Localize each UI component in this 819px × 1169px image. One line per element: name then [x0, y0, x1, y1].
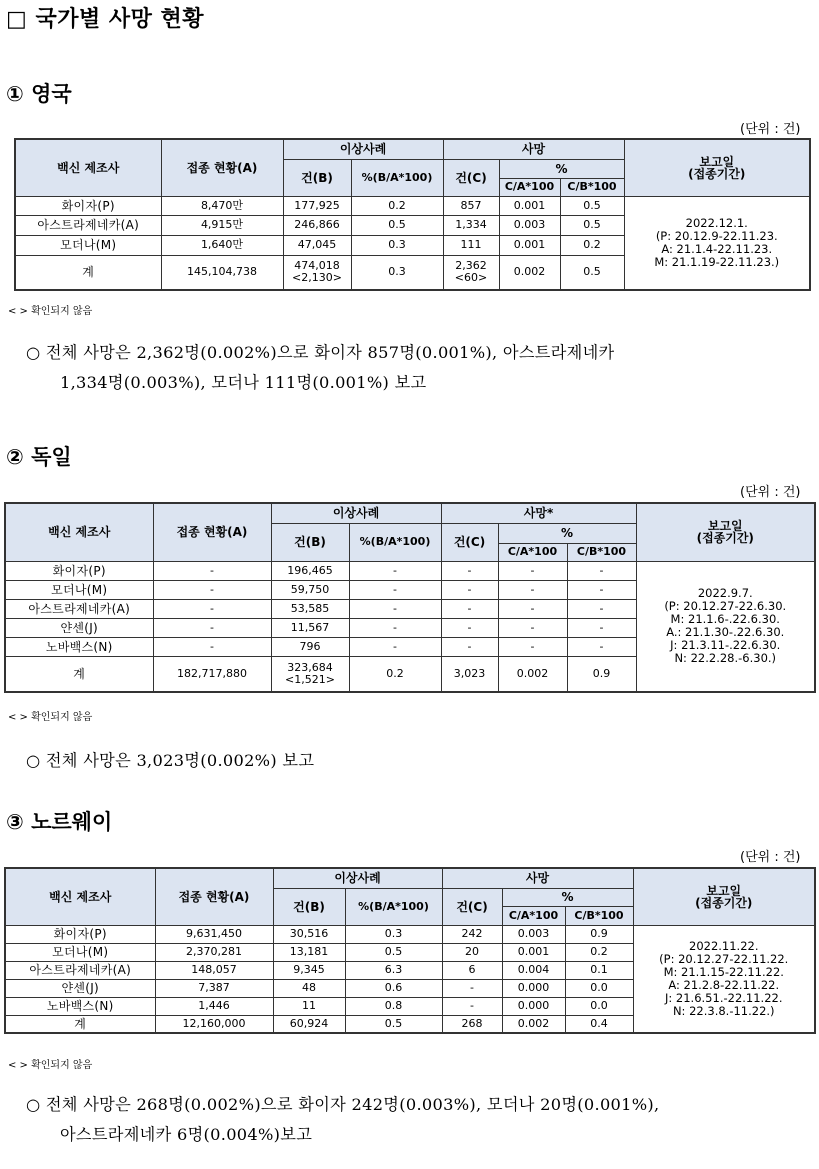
cell-name: 노바백스(N)	[5, 637, 153, 656]
cell-c-a: 0.001	[502, 943, 565, 961]
summary-line: 아스트라제네카 6명(0.004%)보고	[60, 1125, 313, 1144]
cell-name: 모더나(M)	[5, 580, 153, 599]
cell-b-pct: -	[349, 599, 441, 618]
cell-c: 242	[442, 925, 502, 943]
cell-c: 111	[443, 235, 499, 255]
summary-uk	[26, 338, 615, 398]
cell-c-a: -	[498, 618, 567, 637]
cell-c: 6	[442, 961, 502, 979]
summary-germany	[26, 746, 314, 776]
cell-a: 2,370,281	[155, 943, 273, 961]
cell-b-pct: -	[349, 580, 441, 599]
report-line: N: 22.2.28.-6.30.)	[674, 651, 777, 666]
unit-label: (단위 : 건)	[740, 485, 801, 500]
header-adverse: 이상사례	[273, 868, 442, 888]
header-report-line2: (접종기간)	[696, 531, 754, 546]
cell-c-a: 0.002	[498, 656, 567, 692]
cell-c: -	[441, 637, 498, 656]
section-title-uk: ① 영국	[6, 82, 72, 106]
cell-b-pct: 0.5	[351, 215, 443, 235]
cell-b: 47,045	[283, 235, 351, 255]
header-count-c: 건(C)	[442, 888, 502, 925]
cell-c-a: 0.003	[502, 925, 565, 943]
header-pct: %	[502, 888, 633, 906]
cell-b-pct: 0.2	[351, 196, 443, 215]
cell-c-value: 2,362	[455, 259, 487, 273]
header-report	[624, 139, 810, 196]
report-line: A: 21.2.8-22.11.22.	[668, 977, 780, 992]
cell-c-a: 0.001	[499, 196, 560, 215]
cell-name: 얀센(J)	[5, 618, 153, 637]
cell-b-pct: 0.3	[351, 235, 443, 255]
cell-a: 4,915만	[161, 215, 283, 235]
header-report	[636, 503, 815, 561]
cell-c-a: -	[498, 599, 567, 618]
header-manufacturer: 백신 제조사	[15, 139, 161, 196]
header-pct: %	[498, 523, 636, 543]
germany-table	[4, 502, 816, 693]
header-report-line1: 보고일	[706, 883, 742, 898]
header-adverse: 이상사례	[271, 503, 441, 523]
header-vaccination: 접종 현황(A)	[153, 503, 271, 561]
header-report-line2: (접종기간)	[695, 895, 753, 910]
cell-c-b: -	[567, 618, 636, 637]
cell-b-pct: -	[349, 618, 441, 637]
report-line: J: 21.3.11-.22.6.30.	[670, 638, 781, 653]
cell-name: 모더나(M)	[15, 235, 161, 255]
report-line: M: 21.1.19-22.11.23.)	[654, 254, 780, 269]
cell-c: -	[441, 618, 498, 637]
cell-report	[636, 561, 815, 692]
cell-a: 182,717,880	[153, 656, 271, 692]
cell-b: 177,925	[283, 196, 351, 215]
cell-c-a: -	[498, 561, 567, 580]
cell-report	[624, 196, 810, 290]
header-death: 사망*	[441, 503, 636, 523]
header-pct-b: %(B/A*100)	[345, 888, 442, 925]
cell-c-b: -	[567, 561, 636, 580]
cell-b-pct: 0.6	[345, 979, 442, 997]
cell-name: 아스트라제네카(A)	[5, 599, 153, 618]
report-line: A.: 21.1.30-.22.6.30.	[666, 625, 785, 640]
report-line: M: 21.1.15-22.11.22.	[663, 964, 784, 979]
cell-b: 246,866	[283, 215, 351, 235]
header-c-b: C/B*100	[565, 906, 633, 925]
cell-b-pct: 0.8	[345, 997, 442, 1015]
header-count-b: 건(B)	[271, 523, 349, 561]
header-report-line1: 보고일	[707, 519, 743, 534]
summary-line: 1,334명(0.003%), 모더나 111명(0.001%) 보고	[60, 373, 427, 392]
header-report	[633, 868, 815, 925]
cell-b: 48	[273, 979, 345, 997]
header-manufacturer: 백신 제조사	[5, 503, 153, 561]
cell-b-pct: -	[349, 637, 441, 656]
header-c-b: C/B*100	[560, 178, 624, 196]
cell-c	[443, 255, 499, 290]
cell-name: 계	[15, 255, 161, 290]
header-manufacturer: 백신 제조사	[5, 868, 155, 925]
report-line: N: 22.3.8.-11.22.)	[672, 1003, 775, 1018]
cell-c: -	[441, 561, 498, 580]
cell-c-a: 0.003	[499, 215, 560, 235]
cell-b: 11,567	[271, 618, 349, 637]
header-adverse: 이상사례	[283, 139, 443, 159]
cell-c-b: -	[567, 637, 636, 656]
cell-name: 계	[5, 1015, 155, 1033]
summary-norway	[26, 1090, 659, 1150]
cell-c: 1,334	[443, 215, 499, 235]
cell-a: -	[153, 637, 271, 656]
cell-c: -	[442, 979, 502, 997]
cell-c-b: 0.4	[565, 1015, 633, 1033]
report-line: J: 21.6.51.-22.11.22.	[665, 990, 783, 1005]
cell-name: 모더나(M)	[5, 943, 155, 961]
cell-c-b: 0.2	[565, 943, 633, 961]
note-unconfirmed: < > 확인되지 않음	[8, 712, 93, 723]
unit-label: (단위 : 건)	[740, 122, 801, 137]
cell-a: 1,640만	[161, 235, 283, 255]
cell-c-unconfirmed: <60>	[454, 271, 488, 285]
cell-b	[271, 656, 349, 692]
cell-b: 30,516	[273, 925, 345, 943]
cell-c-a: -	[498, 580, 567, 599]
summary-line: ○ 전체 사망은 268명(0.002%)으로 화이자 242명(0.003%), 모더나 20명(0.001%),	[26, 1095, 660, 1114]
summary-line: ○ 전체 사망은 2,362명(0.002%)으로 화이자 857명(0.001%), 아스트라제네카	[26, 343, 615, 362]
section-title-norway: ③ 노르웨이	[6, 810, 113, 834]
cell-c: 3,023	[441, 656, 498, 692]
cell-b-pct: 0.5	[345, 943, 442, 961]
cell-name: 얀센(J)	[5, 979, 155, 997]
cell-c-b: -	[567, 580, 636, 599]
report-line: 2022.12.1.	[685, 215, 748, 230]
report-line: 2022.9.7.	[697, 586, 753, 601]
cell-b-value: 474,018	[294, 259, 340, 273]
cell-c-b: 0.0	[565, 997, 633, 1015]
report-line: (P: 20.12.9-22.11.23.	[655, 228, 778, 243]
header-c-b: C/B*100	[567, 543, 636, 561]
cell-c-b: 0.2	[560, 235, 624, 255]
header-count-c: 건(C)	[443, 159, 499, 196]
cell-a: -	[153, 599, 271, 618]
cell-a: 12,160,000	[155, 1015, 273, 1033]
cell-b: 196,465	[271, 561, 349, 580]
cell-c-b: 0.0	[565, 979, 633, 997]
cell-b-pct: -	[349, 561, 441, 580]
cell-b: 60,924	[273, 1015, 345, 1033]
cell-name: 아스트라제네카(A)	[5, 961, 155, 979]
table-row	[5, 561, 815, 580]
header-pct-b: %(B/A*100)	[349, 523, 441, 561]
cell-name: 아스트라제네카(A)	[15, 215, 161, 235]
report-line: A: 21.1.4-22.11.23.	[661, 241, 773, 256]
header-report-line1: 보고일	[699, 154, 735, 169]
cell-c: 20	[442, 943, 502, 961]
header-death: 사망	[442, 868, 633, 888]
cell-c-b: 0.9	[565, 925, 633, 943]
cell-a: 148,057	[155, 961, 273, 979]
cell-name: 화이자(P)	[5, 925, 155, 943]
cell-b-unconfirmed: <2,130>	[292, 271, 342, 285]
cell-c: -	[441, 599, 498, 618]
cell-c: -	[442, 997, 502, 1015]
cell-b-pct: 6.3	[345, 961, 442, 979]
cell-c-b: 0.5	[560, 196, 624, 215]
page-title: □ 국가별 사망 현황	[6, 7, 205, 32]
cell-c: 268	[442, 1015, 502, 1033]
report-line: M: 21.1.6-.22.6.30.	[670, 612, 780, 627]
cell-c-a: 0.000	[502, 979, 565, 997]
cell-a: -	[153, 561, 271, 580]
cell-a: 9,631,450	[155, 925, 273, 943]
section-title-germany: ② 독일	[6, 445, 72, 469]
report-line: 2022.11.22.	[689, 938, 759, 953]
uk-table	[14, 138, 811, 291]
header-count-c: 건(C)	[441, 523, 498, 561]
header-pct: %	[499, 159, 624, 178]
cell-c-a: 0.002	[499, 255, 560, 290]
header-c-a: C/A*100	[499, 178, 560, 196]
cell-a: 8,470만	[161, 196, 283, 215]
cell-b-pct: 0.2	[349, 656, 441, 692]
cell-b-pct: 0.3	[351, 255, 443, 290]
cell-b-value: 323,684	[287, 660, 333, 674]
cell-c-b: 0.5	[560, 255, 624, 290]
cell-a: 145,104,738	[161, 255, 283, 290]
cell-c: 857	[443, 196, 499, 215]
cell-c-b: 0.9	[567, 656, 636, 692]
header-count-b: 건(B)	[273, 888, 345, 925]
cell-b: 11	[273, 997, 345, 1015]
cell-a: 7,387	[155, 979, 273, 997]
report-line: (P: 20.12.27-22.11.22.	[659, 951, 789, 966]
cell-b: 59,750	[271, 580, 349, 599]
cell-c-a: -	[498, 637, 567, 656]
header-vaccination: 접종 현황(A)	[155, 868, 273, 925]
cell-c-a: 0.000	[502, 997, 565, 1015]
cell-c-a: 0.004	[502, 961, 565, 979]
cell-b: 9,345	[273, 961, 345, 979]
cell-name: 화이자(P)	[15, 196, 161, 215]
header-count-b: 건(B)	[283, 159, 351, 196]
cell-report	[633, 925, 815, 1033]
cell-c: -	[441, 580, 498, 599]
header-c-a: C/A*100	[498, 543, 567, 561]
report-line: (P: 20.12.27-22.6.30.	[664, 599, 787, 614]
note-unconfirmed: < > 확인되지 않음	[8, 1060, 93, 1071]
header-pct-b: %(B/A*100)	[351, 159, 443, 196]
header-vaccination: 접종 현황(A)	[161, 139, 283, 196]
unit-label: (단위 : 건)	[740, 850, 801, 865]
cell-c-a: 0.001	[499, 235, 560, 255]
cell-b-unconfirmed: <1,521>	[285, 672, 335, 686]
cell-b: 53,585	[271, 599, 349, 618]
cell-a: -	[153, 618, 271, 637]
cell-b-pct: 0.3	[345, 925, 442, 943]
header-death: 사망	[443, 139, 624, 159]
cell-c-b: -	[567, 599, 636, 618]
cell-name: 화이자(P)	[5, 561, 153, 580]
header-c-a: C/A*100	[502, 906, 565, 925]
cell-c-b: 0.5	[560, 215, 624, 235]
header-report-line2: (접종기간)	[688, 166, 746, 181]
table-row	[5, 925, 815, 943]
cell-name: 계	[5, 656, 153, 692]
table-row	[15, 196, 810, 215]
cell-c-a: 0.002	[502, 1015, 565, 1033]
cell-b	[283, 255, 351, 290]
note-unconfirmed: < > 확인되지 않음	[8, 306, 93, 317]
cell-name: 노바백스(N)	[5, 997, 155, 1015]
summary-line: ○ 전체 사망은 3,023명(0.002%) 보고	[26, 751, 315, 770]
cell-a: 1,446	[155, 997, 273, 1015]
norway-table	[4, 867, 816, 1034]
cell-b: 796	[271, 637, 349, 656]
cell-b: 13,181	[273, 943, 345, 961]
cell-c-b: 0.1	[565, 961, 633, 979]
cell-b-pct: 0.5	[345, 1015, 442, 1033]
cell-a: -	[153, 580, 271, 599]
